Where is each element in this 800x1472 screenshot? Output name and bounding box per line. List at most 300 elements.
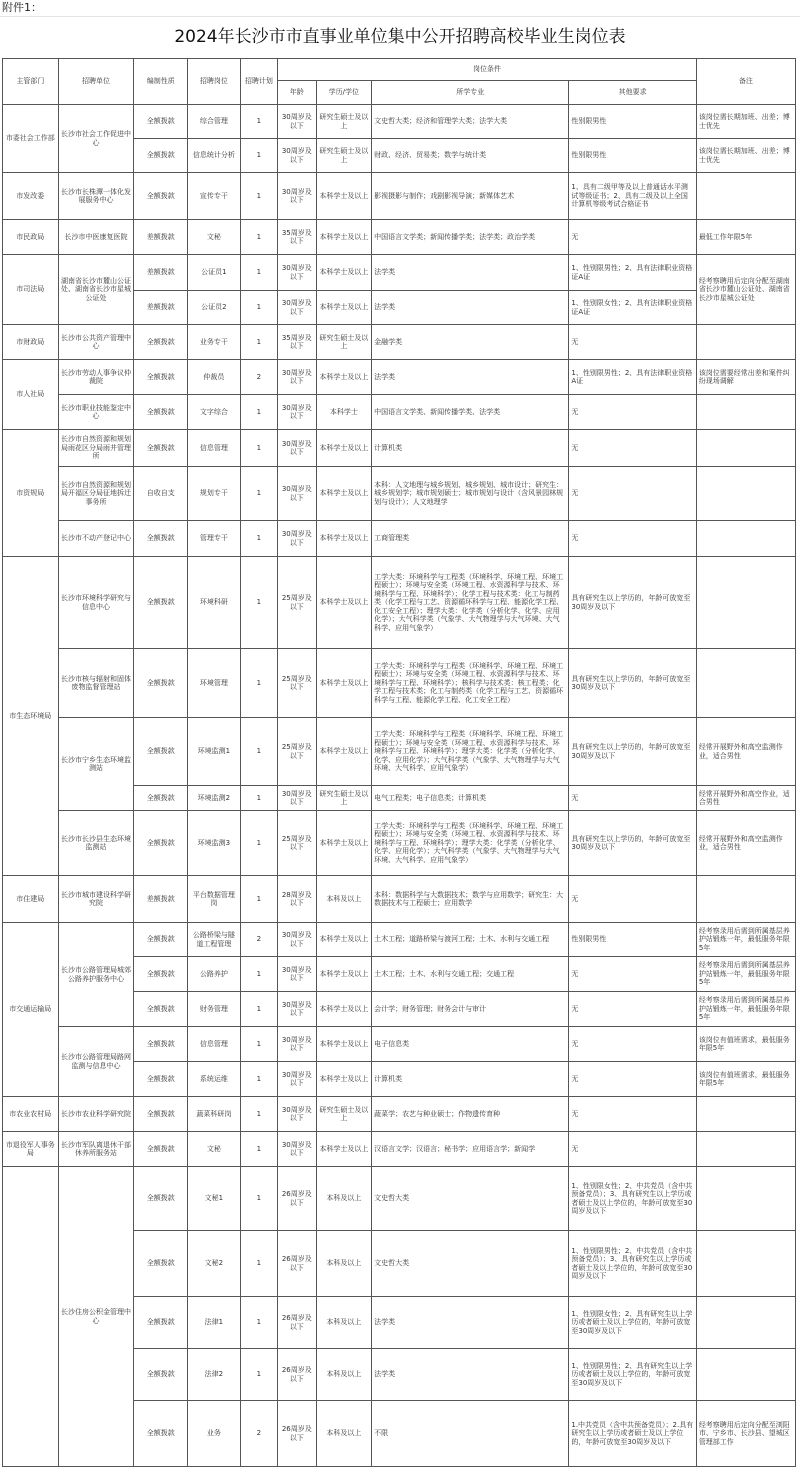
cell-plan: 1 <box>240 992 277 1027</box>
cell-remark <box>696 1297 795 1349</box>
cell-dept: 市交通运输局 <box>3 923 59 1097</box>
cell-position: 管理专干 <box>188 521 241 557</box>
cell-age: 30周岁及以下 <box>278 430 316 467</box>
cell-unit: 长沙市长株潭一体化发展服务中心 <box>58 173 134 220</box>
cell-age: 30周岁及以下 <box>278 173 316 220</box>
cell-unit: 长沙市中医康复医院 <box>58 220 134 255</box>
cell-age: 30周岁及以下 <box>278 139 316 173</box>
cell-position: 信息统计分析 <box>188 139 241 173</box>
cell-other: 1、性别限男性；2、具有法律职业资格证A证 <box>569 255 696 291</box>
cell-education: 研究生硕士及以上 <box>316 105 372 139</box>
table-row <box>3 255 796 291</box>
cell-nature: 全额拨款 <box>134 1297 188 1349</box>
cell-nature: 差额拨款 <box>134 876 188 923</box>
table-row <box>3 649 796 718</box>
cell-position: 文秘 <box>188 220 241 255</box>
cell-plan: 2 <box>240 1401 277 1467</box>
cell-education: 本科学士及以上 <box>316 255 372 291</box>
cell-education: 本科学士及以上 <box>316 649 372 718</box>
table-row <box>3 360 796 395</box>
cell-nature: 全额拨款 <box>134 923 188 957</box>
table-row <box>3 395 796 430</box>
cell-dept: 市人社局 <box>3 360 59 430</box>
cell-nature: 全额拨款 <box>134 557 188 649</box>
cell-other: 无 <box>569 325 696 360</box>
header-nature: 编制性质 <box>134 59 188 105</box>
cell-remark: 该岗位需长期加班、出差；博士优先 <box>696 105 795 139</box>
cell-education: 研究生硕士及以上 <box>316 325 372 360</box>
cell-position: 综合管理 <box>188 105 241 139</box>
cell-age: 26周岁及以下 <box>278 1349 316 1401</box>
cell-major: 工学大类：环境科学与工程类（环境科学、环境工程、环境工程硕士）；环境与安全类（环境工程、水资源科学与技术、环境科学与工程、环境科学）；理学大类：化学类（分析化学、化学、应用化学）；大气科学类（气象学、大气物理学与大气环境、大气科学、应用气象学） <box>372 811 569 876</box>
cell-unit: 长沙市劳动人事争议仲裁院 <box>58 360 134 395</box>
cell-other: 无 <box>569 521 696 557</box>
table-row <box>3 811 796 876</box>
table-row <box>3 1097 796 1132</box>
cell-nature: 全额拨款 <box>134 1062 188 1097</box>
cell-dept: 市生态环境局 <box>3 557 59 876</box>
cell-remark: 该岗位需要经常出差和案件纠纷现场调解 <box>696 360 795 395</box>
table-row <box>3 1027 796 1062</box>
cell-age: 35周岁及以下 <box>278 325 316 360</box>
cell-other: 性别限男性 <box>569 139 696 173</box>
cell-plan: 1 <box>240 649 277 718</box>
cell-position: 公证员2 <box>188 291 241 325</box>
cell-plan: 1 <box>240 291 277 325</box>
cell-nature: 全额拨款 <box>134 395 188 430</box>
cell-major: 工商管理类 <box>372 521 569 557</box>
cell-major: 文史哲大类；经济和管理学大类；法学大类 <box>372 105 569 139</box>
cell-position: 平台数据管理岗 <box>188 876 241 923</box>
cell-plan: 1 <box>240 255 277 291</box>
cell-nature: 全额拨款 <box>134 786 188 811</box>
cell-plan: 1 <box>240 718 277 786</box>
cell-position: 文秘 <box>188 1132 241 1167</box>
cell-plan: 1 <box>240 1167 277 1231</box>
cell-age: 30周岁及以下 <box>278 1097 316 1132</box>
cell-remark: 经考察聘用后定向分配至湖南省长沙市麓山公证处、湖南省长沙市星城公证处 <box>696 255 795 325</box>
cell-nature: 全额拨款 <box>134 1349 188 1401</box>
cell-nature: 差额拨款 <box>134 220 188 255</box>
cell-remark: 经考察录用后需到所属基层养护站锻炼一年，最低服务年限5年 <box>696 992 795 1027</box>
cell-position: 文秘2 <box>188 1231 241 1297</box>
cell-education: 本科学士及以上 <box>316 467 372 521</box>
cell-remark: 经常开展野外和高空作业，适合男性 <box>696 786 795 811</box>
cell-unit: 长沙市环境科学研究与信息中心 <box>58 557 134 649</box>
page-title: 2024年长沙市市直事业单位集中公开招聘高校毕业生岗位表 <box>174 27 626 47</box>
header-dept: 主管部门 <box>3 59 59 105</box>
cell-position: 环境监测1 <box>188 718 241 786</box>
cell-major: 计算机类 <box>372 1062 569 1097</box>
cell-major: 会计学；财务管理；财务会计与审计 <box>372 992 569 1027</box>
cell-age: 30周岁及以下 <box>278 521 316 557</box>
cell-nature: 全额拨款 <box>134 1401 188 1467</box>
cell-nature: 全额拨款 <box>134 1027 188 1062</box>
cell-unit: 长沙市自然资源和规划局雨花区分局雨井管理所 <box>58 430 134 467</box>
cell-plan: 1 <box>240 430 277 467</box>
cell-dept: 市农业农村局 <box>3 1097 59 1132</box>
cell-major: 土木工程；土木、水利与交通工程；交通工程 <box>372 957 569 992</box>
cell-major: 法学类 <box>372 1349 569 1401</box>
cell-plan: 1 <box>240 220 277 255</box>
cell-nature: 全额拨款 <box>134 811 188 876</box>
cell-other: 1、性别限女性；2、具有法律职业资格证A证 <box>569 291 696 325</box>
cell-age: 30周岁及以下 <box>278 360 316 395</box>
cell-major: 金融学类 <box>372 325 569 360</box>
cell-other: 1、性别限男性；2、具有法律职业资格A证 <box>569 360 696 395</box>
cell-remark: 经考察聘用后定向分配至浏阳市、宁乡市、长沙县、望城区管理部工作 <box>696 1401 795 1467</box>
table-row <box>3 557 796 649</box>
cell-education: 本科及以上 <box>316 1401 372 1467</box>
cell-age: 25周岁及以下 <box>278 811 316 876</box>
cell-other: 无 <box>569 957 696 992</box>
cell-position: 文字综合 <box>188 395 241 430</box>
cell-unit: 长沙市长沙县生态环境监测站 <box>58 811 134 876</box>
cell-education: 本科学士及以上 <box>316 923 372 957</box>
cell-remark <box>696 876 795 923</box>
cell-unit: 长沙市农业科学研究院 <box>58 1097 134 1132</box>
cell-age: 30周岁及以下 <box>278 1132 316 1167</box>
cell-other: 1、性别限男性；2、具有研究生以上学历或者硕士及以上学位的，年龄可放宽至30周岁及以下 <box>569 1349 696 1401</box>
cell-education: 研究生硕士及以上 <box>316 786 372 811</box>
cell-nature: 全额拨款 <box>134 992 188 1027</box>
cell-education: 本科学士及以上 <box>316 992 372 1027</box>
cell-dept: 市住建局 <box>3 876 59 923</box>
cell-nature: 全额拨款 <box>134 430 188 467</box>
table-row <box>3 430 796 467</box>
cell-other: 无 <box>569 467 696 521</box>
cell-age: 30周岁及以下 <box>278 923 316 957</box>
cell-position: 业务专干 <box>188 325 241 360</box>
cell-other: 无 <box>569 1062 696 1097</box>
cell-major: 法学类 <box>372 255 569 291</box>
cell-dept: 市司法局 <box>3 255 59 325</box>
cell-plan: 1 <box>240 1297 277 1349</box>
cell-position: 环境监测2 <box>188 786 241 811</box>
cell-dept: 市资规局 <box>3 430 59 557</box>
cell-position: 法律2 <box>188 1349 241 1401</box>
cell-unit: 湖南省长沙市麓山公证处、湖南省长沙市星城公证处 <box>58 255 134 325</box>
cell-other: 无 <box>569 876 696 923</box>
cell-nature: 全额拨款 <box>134 1097 188 1132</box>
cell-education: 本科学士 <box>316 395 372 430</box>
cell-education: 本科及以上 <box>316 1231 372 1297</box>
cell-education: 本科及以上 <box>316 1297 372 1349</box>
cell-age: 30周岁及以下 <box>278 1062 316 1097</box>
cell-dept: 市民政局 <box>3 220 59 255</box>
header-position: 招聘岗位 <box>188 59 241 105</box>
cell-major: 计算机类 <box>372 430 569 467</box>
cell-major: 文史哲大类 <box>372 1231 569 1297</box>
cell-remark <box>696 1132 795 1167</box>
cell-plan: 1 <box>240 325 277 360</box>
cell-position: 环境监测3 <box>188 811 241 876</box>
cell-age: 30周岁及以下 <box>278 1027 316 1062</box>
cell-plan: 2 <box>240 923 277 957</box>
cell-other: 无 <box>569 1132 696 1167</box>
cell-position: 业务 <box>188 1401 241 1467</box>
cell-age: 26周岁及以下 <box>278 1297 316 1349</box>
cell-dept: 市发改委 <box>3 173 59 220</box>
cell-other: 1、性别限男性；2、中共党员（含中共预备党员）；3、具有研究生以上学历或者硕士及以上学位的，年龄可放宽至30周岁及以下 <box>569 1231 696 1297</box>
attachment-label: 附件1： <box>2 1 42 14</box>
cell-dept: 市委社会工作部 <box>3 105 59 173</box>
header-unit: 招聘单位 <box>58 59 134 105</box>
table-row <box>3 876 796 923</box>
cell-position: 环境科研 <box>188 557 241 649</box>
cell-position: 蔬菜科研岗 <box>188 1097 241 1132</box>
table-row <box>3 1167 796 1231</box>
cell-position: 公路桥梁与隧道工程管理 <box>188 923 241 957</box>
cell-education: 本科学士及以上 <box>316 220 372 255</box>
header-age: 年龄 <box>278 81 316 105</box>
cell-remark <box>696 1349 795 1401</box>
cell-remark: 经常开展野外和高空监测作业，适合男性 <box>696 811 795 876</box>
cell-nature: 全额拨款 <box>134 1231 188 1297</box>
table-row <box>3 467 796 521</box>
cell-remark: 经考察录用后需到所属基层养护站锻炼一年，最低服务年限5年 <box>696 957 795 992</box>
cell-age: 25周岁及以下 <box>278 557 316 649</box>
cell-education: 本科学士及以上 <box>316 291 372 325</box>
cell-remark <box>696 1231 795 1297</box>
cell-unit: 长沙市公路管理局路网监测与信息中心 <box>58 1027 134 1097</box>
cell-education: 本科学士及以上 <box>316 1132 372 1167</box>
cell-remark <box>696 1167 795 1231</box>
cell-plan: 1 <box>240 139 277 173</box>
cell-other: 具有研究生以上学历的，年龄可放宽至30周岁及以下 <box>569 649 696 718</box>
cell-age: 30周岁及以下 <box>278 992 316 1027</box>
table-row <box>3 105 796 139</box>
cell-position: 文秘1 <box>188 1167 241 1231</box>
cell-major: 电气工程类；电子信息类；计算机类 <box>372 786 569 811</box>
cell-other: 无 <box>569 786 696 811</box>
cell-position: 规划专干 <box>188 467 241 521</box>
cell-position: 仲裁员 <box>188 360 241 395</box>
cell-remark <box>696 173 795 220</box>
cell-other: 无 <box>569 395 696 430</box>
cell-plan: 2 <box>240 360 277 395</box>
cell-other: 无 <box>569 1027 696 1062</box>
cell-nature: 全额拨款 <box>134 649 188 718</box>
cell-remark: 该岗位有值班需求，最低服务年限5年 <box>696 1027 795 1062</box>
table-row <box>3 325 796 360</box>
cell-nature: 全额拨款 <box>134 173 188 220</box>
cell-unit: 长沙市核与辐射和固体废物监督管理站 <box>58 649 134 718</box>
cell-education: 本科学士及以上 <box>316 811 372 876</box>
cell-nature: 全额拨款 <box>134 957 188 992</box>
cell-plan: 1 <box>240 173 277 220</box>
header-remark: 备注 <box>696 59 795 105</box>
cell-major: 汉语言文学；汉语言；秘书学；应用语言学；新闻学 <box>372 1132 569 1167</box>
cell-other: 无 <box>569 1097 696 1132</box>
cell-nature: 全额拨款 <box>134 1132 188 1167</box>
cell-major: 不限 <box>372 1401 569 1467</box>
cell-major: 中国语言文学类、新闻传播学类、法学类 <box>372 395 569 430</box>
cell-age: 30周岁及以下 <box>278 255 316 291</box>
cell-major: 影视摄影与制作；戏剧影视导演；新媒体艺术 <box>372 173 569 220</box>
cell-position: 宣传专干 <box>188 173 241 220</box>
cell-education: 本科学士及以上 <box>316 718 372 786</box>
cell-position: 系统运维 <box>188 1062 241 1097</box>
cell-education: 本科学士及以上 <box>316 557 372 649</box>
cell-other: 具有研究生以上学历的，年龄可放宽至30周岁及以下 <box>569 557 696 649</box>
cell-age: 26周岁及以下 <box>278 1231 316 1297</box>
cell-other: 1、具有二级甲等及以上普通话水平测试等级证书；2、具有二级及以上全国计算机等级考试合格证书 <box>569 173 696 220</box>
positions-table <box>2 58 796 1467</box>
cell-plan: 1 <box>240 1062 277 1097</box>
cell-other: 性别限男性 <box>569 923 696 957</box>
cell-education: 本科及以上 <box>316 876 372 923</box>
cell-unit: 长沙市不动产登记中心 <box>58 521 134 557</box>
cell-major: 蔬菜学；农艺与种业硕士；作物遗传育种 <box>372 1097 569 1132</box>
cell-education: 本科学士及以上 <box>316 430 372 467</box>
cell-nature: 全额拨款 <box>134 718 188 786</box>
cell-other: 1.中共党员（含中共预备党员）；2.具有研究生以上学历或者硕士及以上学位的，年龄可放宽至30周岁及以下 <box>569 1401 696 1467</box>
cell-education: 本科学士及以上 <box>316 1027 372 1062</box>
cell-other: 无 <box>569 220 696 255</box>
cell-unit: 长沙市自然资源和规划局开福区分局征地拆迁事务所 <box>58 467 134 521</box>
cell-remark: 经常开展野外和高空监测作业，适合男性 <box>696 718 795 786</box>
cell-plan: 1 <box>240 1097 277 1132</box>
cell-dept: 市退役军人事务局 <box>3 1132 59 1167</box>
cell-age: 30周岁及以下 <box>278 105 316 139</box>
cell-plan: 1 <box>240 1231 277 1297</box>
cell-major: 工学大类：环境科学与工程类（环境科学、环境工程、环境工程硕士）；环境与安全类（环境工程、水资源科学与技术、环境科学与工程、环境科学）；核科学与技术类：核工程类；化学工程与技术类；化工与制药类（化学工程与工艺、资源循环科学与工程、能源化学工程、化工安全工程） <box>372 649 569 718</box>
cell-plan: 1 <box>240 1349 277 1401</box>
cell-remark <box>696 1097 795 1132</box>
cell-other: 具有研究生以上学历的，年龄可放宽至30周岁及以下 <box>569 811 696 876</box>
cell-age: 35周岁及以下 <box>278 220 316 255</box>
table-row <box>3 173 796 220</box>
cell-other: 性别限男性 <box>569 105 696 139</box>
cell-major: 电子信息类 <box>372 1027 569 1062</box>
cell-remark: 经考察录用后需到所属基层养护站锻炼一年，最低服务年限5年 <box>696 923 795 957</box>
cell-remark <box>696 649 795 718</box>
cell-nature: 全额拨款 <box>134 1167 188 1231</box>
cell-plan: 1 <box>240 786 277 811</box>
cell-age: 26周岁及以下 <box>278 1401 316 1467</box>
cell-plan: 1 <box>240 811 277 876</box>
cell-position: 公证员1 <box>188 255 241 291</box>
cell-plan: 1 <box>240 1027 277 1062</box>
cell-plan: 1 <box>240 395 277 430</box>
cell-remark: 该岗位需长期加班、出差；博士优先 <box>696 139 795 173</box>
cell-position: 环境管理 <box>188 649 241 718</box>
header-education: 学历/学位 <box>316 81 372 105</box>
cell-plan: 1 <box>240 557 277 649</box>
cell-position: 公路养护 <box>188 957 241 992</box>
cell-age: 25周岁及以下 <box>278 649 316 718</box>
cell-plan: 1 <box>240 1132 277 1167</box>
cell-remark <box>696 430 795 467</box>
cell-remark <box>696 395 795 430</box>
cell-remark <box>696 521 795 557</box>
header-other: 其他要求 <box>569 81 696 105</box>
cell-plan: 1 <box>240 876 277 923</box>
table-row <box>3 718 796 786</box>
cell-position: 信息管理 <box>188 1027 241 1062</box>
cell-age: 30周岁及以下 <box>278 957 316 992</box>
cell-other: 1、性别限女性；2、中共党员（含中共预备党员）；3、具有研究生以上学历或者硕士及以上学位的，年龄可放宽至30周岁及以下 <box>569 1167 696 1231</box>
cell-dept: 市财政局 <box>3 325 59 360</box>
cell-education: 研究生硕士及以上 <box>316 1097 372 1132</box>
cell-position: 法律1 <box>188 1297 241 1349</box>
cell-unit: 长沙住房公积金管理中心 <box>58 1167 134 1467</box>
cell-major: 法学类 <box>372 360 569 395</box>
cell-major: 工学大类：环境科学与工程类（环境科学、环境工程、环境工程硕士）；环境与安全类（环境工程、水资源科学与技术、环境科学与工程、环境科学）；化学工程与技术类：化工与制药类（化学工程与工艺、资源循环科学与工程、能源化学工程、化工安全工程）；理学大类：化学类（分析化学、化学、应用化学）；大气科学类（气象学、大气物理学与大气环境、大气科学、应用气象学） <box>372 557 569 649</box>
cell-remark <box>696 557 795 649</box>
cell-remark <box>696 325 795 360</box>
cell-unit: 长沙市社会工作促进中心 <box>58 105 134 173</box>
cell-plan: 1 <box>240 467 277 521</box>
cell-other: 具有研究生以上学历的，年龄可放宽至30周岁及以下 <box>569 718 696 786</box>
cell-nature: 差额拨款 <box>134 291 188 325</box>
cell-education: 本科学士及以上 <box>316 521 372 557</box>
cell-age: 30周岁及以下 <box>278 291 316 325</box>
cell-major: 工学大类：环境科学与工程类（环境科学、环境工程、环境工程硕士）；环境与安全类（环境工程、水资源科学与技术、环境科学与工程、环境科学）；理学大类：化学类（分析化学、化学、应用化学）；大气科学类（气象学、大气物理学与大气环境、大气科学、应用气象学） <box>372 718 569 786</box>
cell-unit: 长沙市公路管理局城郊公路养护服务中心 <box>58 923 134 1027</box>
cell-remark: 最低工作年限5年 <box>696 220 795 255</box>
cell-unit: 长沙市职业技能鉴定中心 <box>58 395 134 430</box>
cell-remark: 该岗位有值班需求，最低服务年限5年 <box>696 1062 795 1097</box>
cell-major: 本科：数据科学与大数据技术；数学与应用数学；研究生：大数据技术与工程硕士；应用数学 <box>372 876 569 923</box>
cell-plan: 1 <box>240 105 277 139</box>
cell-nature: 全额拨款 <box>134 139 188 173</box>
divider <box>0 16 800 17</box>
cell-nature: 全额拨款 <box>134 360 188 395</box>
cell-education: 本科学士及以上 <box>316 1062 372 1097</box>
table-row <box>3 220 796 255</box>
cell-plan: 1 <box>240 957 277 992</box>
cell-unit: 长沙市宁乡生态环境监测站 <box>58 718 134 811</box>
cell-nature: 全额拨款 <box>134 325 188 360</box>
cell-other: 1、性别限女性；2、具有研究生以上学历或者硕士及以上学位的，年龄可放宽至30周岁及以下 <box>569 1297 696 1349</box>
cell-other: 无 <box>569 992 696 1027</box>
cell-education: 本科及以上 <box>316 1167 372 1231</box>
cell-age: 26周岁及以下 <box>278 1167 316 1231</box>
table-row <box>3 521 796 557</box>
cell-education: 本科学士及以上 <box>316 173 372 220</box>
cell-dept <box>3 1167 59 1467</box>
cell-nature: 全额拨款 <box>134 521 188 557</box>
cell-major: 中国语言文学类；新闻传播学类；法学类；政治学类 <box>372 220 569 255</box>
cell-nature: 自收自支 <box>134 467 188 521</box>
cell-plan: 1 <box>240 521 277 557</box>
cell-age: 30周岁及以下 <box>278 786 316 811</box>
cell-unit: 长沙市军队离退休干部休养所服务站 <box>58 1132 134 1167</box>
cell-major: 财政、经济、贸易类；数学与统计类 <box>372 139 569 173</box>
cell-education: 研究生硕士及以上 <box>316 139 372 173</box>
cell-major: 土木工程；道路桥梁与渡河工程；土木、水利与交通工程 <box>372 923 569 957</box>
cell-unit: 长沙市公共资产管理中心 <box>58 325 134 360</box>
cell-education: 本科学士及以上 <box>316 957 372 992</box>
cell-major: 文史哲大类 <box>372 1167 569 1231</box>
cell-age: 25周岁及以下 <box>278 718 316 786</box>
cell-unit: 长沙市城市建设科学研究院 <box>58 876 134 923</box>
cell-other: 无 <box>569 430 696 467</box>
cell-major: 本科：人文地理与城乡规划、城乡规划、城市设计；研究生：城乡规划学；城市规划硕士；城市规划与设计（含风景园林规划与设计）；人文地理学 <box>372 467 569 521</box>
cell-nature: 差额拨款 <box>134 255 188 291</box>
cell-major: 法学类 <box>372 291 569 325</box>
cell-education: 本科及以上 <box>316 1349 372 1401</box>
cell-major: 法学类 <box>372 1297 569 1349</box>
table-row <box>3 923 796 957</box>
cell-age: 28周岁及以下 <box>278 876 316 923</box>
header-plan: 招聘计划 <box>240 59 277 105</box>
cell-remark <box>696 467 795 521</box>
cell-position: 财务管理 <box>188 992 241 1027</box>
cell-nature: 全额拨款 <box>134 105 188 139</box>
